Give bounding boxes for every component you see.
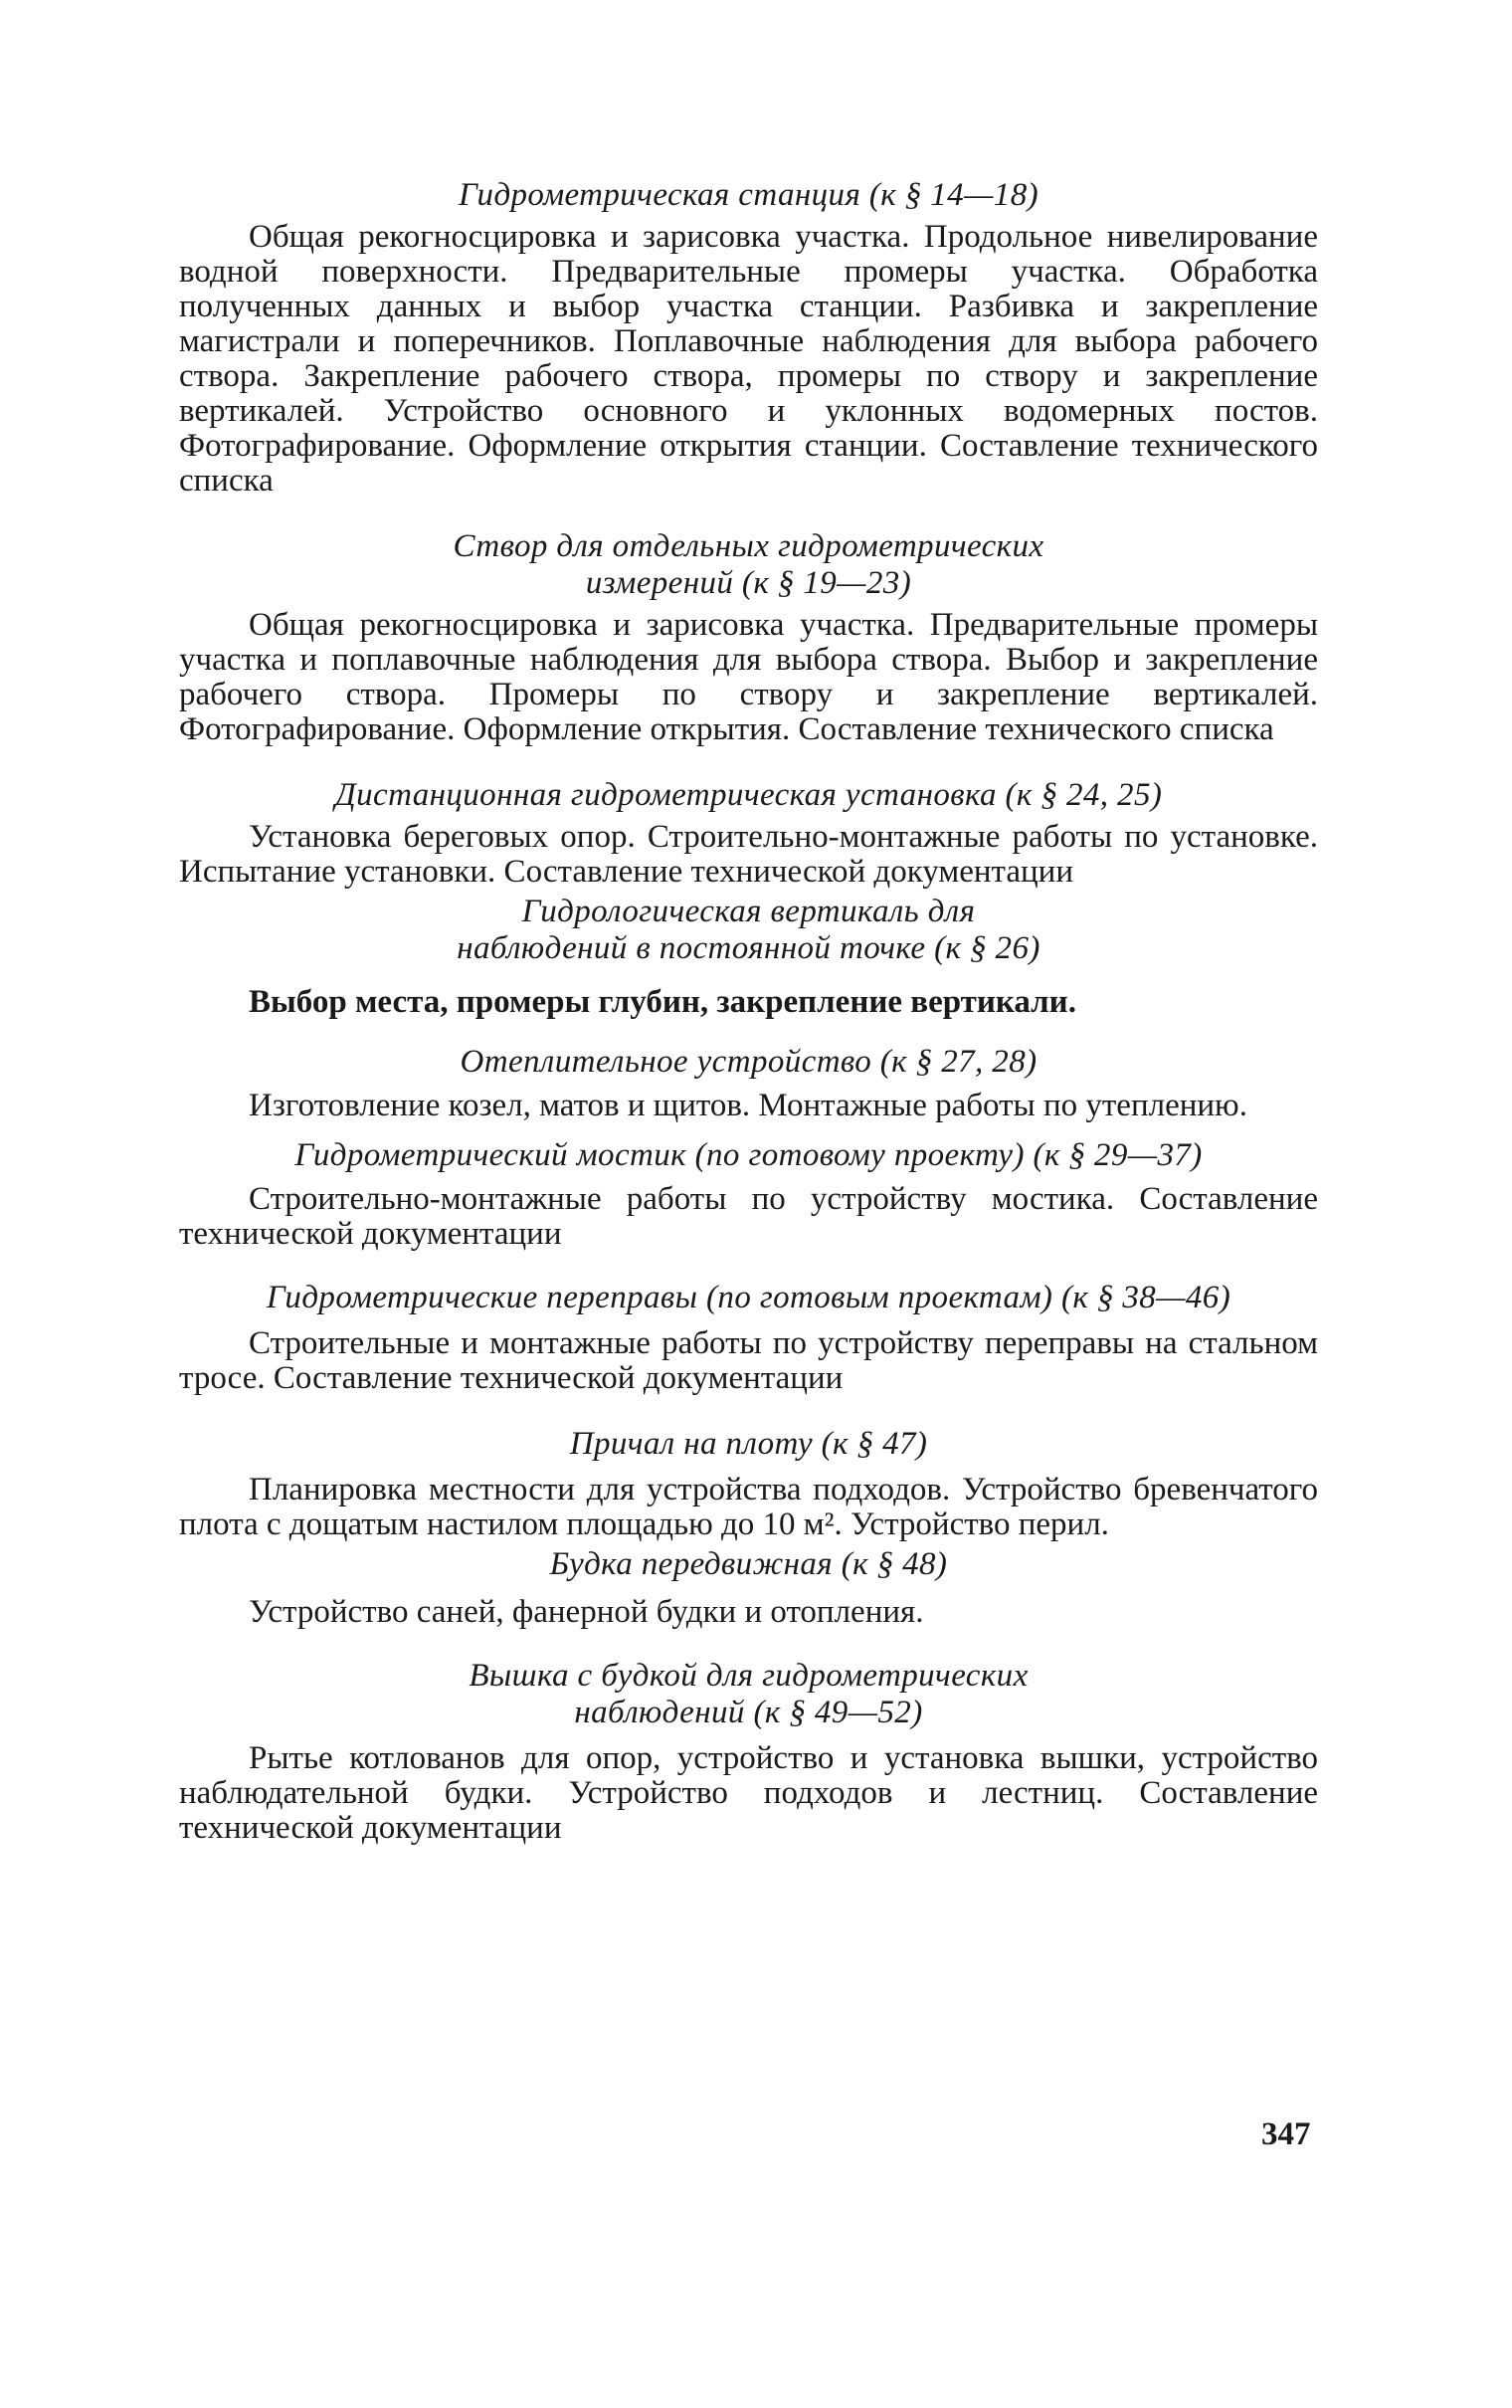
section-heading: Будка передвижная (к § 48) (549, 1546, 948, 1582)
section-text: Общая рекогносцировка и зарисовка участка. Продольное нивелирование водной поверхности. Предварительные промеры участка. Обработка полученных данных и выбор участка станции. Разбивка и закрепление магистрали и поперечников. Поплавочные наблюдения для выбора рабочего створа. Закрепление рабочего створа, промеры по створу и закрепление вертикалей. Устройство основного и уклонных водомерных постов. Фотографирование. Оформление открытия станции. Составление технического списка (179, 219, 1318, 499)
section-hydrological-vertical (179, 894, 1318, 1020)
section-hydrometric-bridge (179, 1137, 1318, 1252)
section-text: Выбор места, промеры глубин, закрепление вертикали. (249, 984, 1076, 1020)
section-remote-installation (179, 777, 1318, 890)
section-mobile-booth (179, 1546, 1318, 1630)
section-heading: Вышка с будкой для гидрометрических наблюдений (к § 49—52) (469, 1658, 1029, 1730)
section-text: Установка береговых опор. Строительно-монтажные работы по установке. Испытание установки. Составление технической документации (179, 819, 1318, 890)
section-heading: Дистанционная гидрометрическая установка (к § 24, 25) (334, 777, 1163, 813)
page-number: 347 (1261, 2116, 1311, 2152)
section-hydrometric-station (179, 177, 1318, 499)
section-heating-device (179, 1044, 1318, 1123)
section-text: Рытье котлованов для опор, устройство и установка вышки, устройство наблюдательной будки. Устройство подходов и лестниц. Составление технической документации (179, 1740, 1318, 1846)
section-text: Изготовление козел, матов и щитов. Монтажные работы по утеплению. (249, 1088, 1247, 1123)
section-hydrometric-crossings (179, 1280, 1318, 1396)
section-text: Планировка местности для устройства подходов. Устройство бревенчатого плота с дощатым настилом площадью до 10 м². Устройство перил. (179, 1472, 1318, 1542)
section-text: Строительные и монтажные работы по устройству переправы на стальном тросе. Составление технической документации (179, 1325, 1318, 1396)
section-raft-pier (179, 1426, 1318, 1542)
section-text: Строительно-монтажные работы по устройству мостика. Составление технической документации (179, 1181, 1318, 1252)
page-body (179, 177, 1318, 1846)
section-heading: Гидрологическая вертикаль для наблюдений в постоянной точке (к § 26) (457, 894, 1040, 966)
section-heading: Створ для отдельных гидрометрических измерений (к § 19—23) (453, 528, 1044, 601)
section-observation-tower (179, 1658, 1318, 1846)
section-heading: Гидрометрическая станция (к § 14—18) (459, 177, 1039, 213)
section-heading: Гидрометрические переправы (по готовым проектам) (к § 38—46) (266, 1280, 1231, 1315)
section-text: Общая рекогносцировка и зарисовка участка. Предварительные промеры участка и поплавочные наблюдения для выбора створа. Выбор и закрепление рабочего створа. Промеры по створу и закрепление вертикалей. Фотографирование. Оформление открытия. Составление технического списка (179, 607, 1318, 747)
section-heading: Причал на плоту (к § 47) (569, 1426, 928, 1462)
section-text: Устройство саней, фанерной будки и отопления. (249, 1594, 924, 1630)
section-heading: Гидрометрический мостик (по готовому проекту) (к § 29—37) (294, 1137, 1203, 1173)
section-heading: Отеплительное устройство (к § 27, 28) (460, 1044, 1038, 1080)
section-measurement-site (179, 528, 1318, 747)
